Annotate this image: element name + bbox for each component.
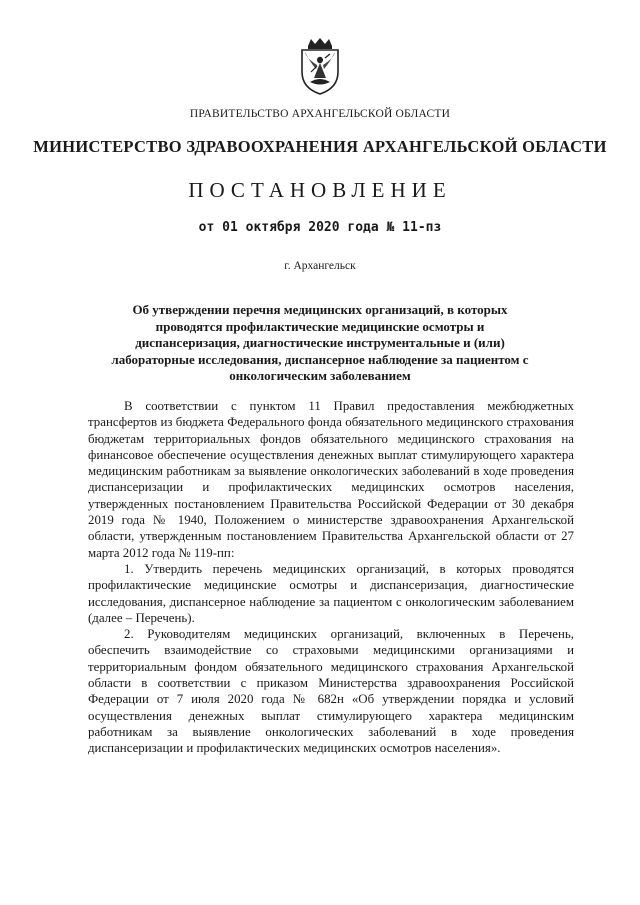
decree-date-number: от 01 октября 2020 года № 11-пз <box>198 220 442 235</box>
body-item-2: 2. Руководителям медицинских организаций, включенных в Перечень, обеспечить взаимодействие со страховыми медицинскими организациями и территориальным фондом обязательного медицинского страхования Архангельской области в соответствии с приказом Министерства здравоохранения Российской Федерации от 7 июля 2020 года № 682н «Об утверждении порядка и условий осуществления денежных выплат стимулирующего характера медицинским работникам за выявление онкологических заболеваний в ходе проведения диспансеризации и профилактических медицинских осмотров населения». <box>88 627 574 756</box>
archangel-coat-of-arms-icon <box>295 36 345 96</box>
ministry-name: МИНИСТЕРСТВО ЗДРАВООХРАНЕНИЯ АРХАНГЕЛЬСКОЙ ОБЛАСТИ <box>33 137 607 156</box>
government-name: ПРАВИТЕЛЬСТВО АРХАНГЕЛЬСКОЙ ОБЛАСТИ <box>189 108 451 120</box>
body-item-1: 1. Утвердить перечень медицинских организаций, в которых проводятся профилактические медицинские осмотры и диспансеризация, диагностические исследования, диспансерное наблюдение за пациентом с онкологическим заболеванием (далее – Перечень). <box>88 561 574 625</box>
decree-city: г. Архангельск <box>284 260 356 272</box>
decree-title: ПОСТАНОВЛЕНИЕ <box>188 178 452 202</box>
decree-subject: Об утверждении перечня медицинских организаций, в которых проводятся профилактические медицинские осмотры и диспансеризация, диагностические инструментальные и (или) лабораторные исследования, диспансерное наблюдение за пациентом с онкологическим заболеванием <box>111 302 529 383</box>
body-preamble: В соответствии с пунктом 11 Правил предоставления межбюджетных трансфертов из бюджета Федерального фонда обязательного медицинского страхования бюджетам территориальных фондов обязательного медицинского страхования на финансовое обеспечение осуществления денежных выплат стимулирующего характера медицинским работникам за выявление онкологических заболеваний в ходе проведения диспансеризации и профилактических медицинских осмотров населения, утвержденных постановлением Правительства Российской Федерации от 30 декабря 2019 года № 1940, Положением о министерстве здравоохранения Архангельской области, утвержденным постановлением Правительства Архангельской области от 27 марта 2012 года № 119-пп: <box>88 399 574 560</box>
decree-body <box>88 398 574 757</box>
